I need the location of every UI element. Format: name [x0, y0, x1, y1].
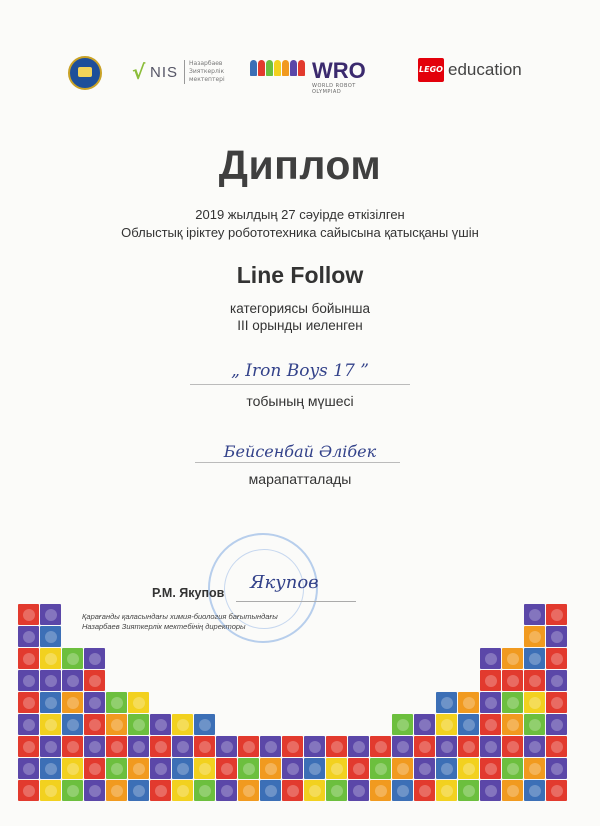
lego-brick [436, 758, 457, 779]
signer-name: Р.М. Якупов [152, 586, 225, 600]
lego-brick [62, 692, 83, 713]
signer-position-line1: Қарағанды қаласындағы химия-биология бағытындағы [82, 612, 278, 621]
category-caption: категориясы бойынша [230, 301, 370, 316]
lego-brick [480, 714, 501, 735]
lego-brick [40, 692, 61, 713]
lego-brick [128, 736, 149, 757]
lego-brick [546, 692, 567, 713]
wro-logo-subtitle: WORLD ROBOT OLYMPIAD [312, 83, 356, 95]
lego-brick [40, 670, 61, 691]
lego-brick [84, 780, 105, 801]
lego-brick [128, 692, 149, 713]
lego-brick [348, 736, 369, 757]
lego-brick [62, 714, 83, 735]
lego-brick [18, 758, 39, 779]
nis-logo-text: NIS [150, 64, 179, 81]
lego-brick [172, 736, 193, 757]
lego-brick [524, 714, 545, 735]
lego-brick [194, 758, 215, 779]
team-member-caption: тобының мүшесі [246, 393, 354, 409]
lego-brick [436, 736, 457, 757]
lego-brick [282, 736, 303, 757]
place-line: III орынды иеленген [237, 318, 363, 333]
lego-brick [106, 780, 127, 801]
lego-brick [458, 714, 479, 735]
lego-brick [414, 736, 435, 757]
lego-brick [480, 648, 501, 669]
lego-brick [414, 780, 435, 801]
lego-brick [392, 736, 413, 757]
lego-brick [260, 736, 281, 757]
lego-brick [128, 758, 149, 779]
lego-brick [546, 626, 567, 647]
lego-brick [502, 714, 523, 735]
lego-brick [18, 692, 39, 713]
lego-brick [106, 692, 127, 713]
lego-brick [172, 714, 193, 735]
lego-brick [40, 648, 61, 669]
lego-brick [304, 758, 325, 779]
lego-brick [480, 692, 501, 713]
logo-bar [0, 52, 600, 95]
lego-brick [370, 736, 391, 757]
lego-brick [238, 736, 259, 757]
lego-brick [480, 780, 501, 801]
lego-brick [150, 758, 171, 779]
lego-brick [304, 736, 325, 757]
lego-brick [84, 648, 105, 669]
lego-brick [128, 780, 149, 801]
lego-brick [524, 780, 545, 801]
event-name-line: Облыстық іріктеу робототехника сайысына қатысқаны үшін [121, 225, 479, 240]
lego-brick [194, 714, 215, 735]
team-name-handwritten: „ Iron Boys 17 ” [231, 361, 369, 381]
lego-brick [128, 714, 149, 735]
lego-brick [524, 758, 545, 779]
lego-brick [18, 670, 39, 691]
lego-brick [40, 714, 61, 735]
lego-brick [458, 780, 479, 801]
lego-brick [546, 670, 567, 691]
lego-brick [502, 692, 523, 713]
lego-brick [436, 714, 457, 735]
lego-brick [216, 758, 237, 779]
lego-brick [326, 780, 347, 801]
lego-brick [84, 736, 105, 757]
signer-position-line2: Назарбаев Зияткерлік мектебінің директоры [82, 622, 246, 631]
lego-brick [304, 780, 325, 801]
lego-brick [172, 780, 193, 801]
lego-brick [502, 780, 523, 801]
lego-brick [458, 736, 479, 757]
lego-brick [150, 780, 171, 801]
lego-brick [40, 626, 61, 647]
lego-brick [502, 758, 523, 779]
lego-brick [238, 780, 259, 801]
lego-brick [502, 648, 523, 669]
lego-brick [84, 670, 105, 691]
name-underline [195, 462, 400, 463]
lego-brick [546, 714, 567, 735]
lego-brick [480, 736, 501, 757]
lego-brick [40, 758, 61, 779]
lego-brick [150, 714, 171, 735]
lego-brick [106, 714, 127, 735]
lego-brick [546, 604, 567, 625]
lego-brick [348, 780, 369, 801]
lego-brick [524, 670, 545, 691]
lego-brick [62, 780, 83, 801]
lego-brick [194, 780, 215, 801]
wro-logo-text: WRO [312, 58, 366, 83]
lego-brick [62, 670, 83, 691]
lego-brick [282, 780, 303, 801]
lego-brick [524, 736, 545, 757]
lego-brick [458, 758, 479, 779]
nis-check-icon: √ [132, 60, 146, 84]
lego-brick [106, 736, 127, 757]
lego-brick [40, 604, 61, 625]
lego-brick [524, 604, 545, 625]
lego-brick [480, 758, 501, 779]
lego-brick [216, 736, 237, 757]
lego-brick [436, 780, 457, 801]
lego-brick [370, 780, 391, 801]
lego-brick [524, 648, 545, 669]
diploma-title: Диплом [218, 142, 382, 188]
lego-brick [414, 758, 435, 779]
lego-brick [436, 692, 457, 713]
lego-brick [106, 758, 127, 779]
lego-brick [84, 714, 105, 735]
lego-brick [18, 604, 39, 625]
lego-brick [392, 758, 413, 779]
lego-brick [18, 714, 39, 735]
lego-brick [40, 780, 61, 801]
lego-brick [458, 692, 479, 713]
event-date-line: 2019 жылдың 27 сәуірде өткізілген [195, 207, 405, 222]
lego-brick [18, 780, 39, 801]
recipient-name-handwritten: Бейсенбай Әлібек [223, 442, 377, 461]
lego-brick [260, 758, 281, 779]
lego-brick [62, 758, 83, 779]
lego-brick [260, 780, 281, 801]
ministry-seal-icon [68, 56, 102, 90]
lego-brick [546, 736, 567, 757]
wro-logo [250, 58, 378, 95]
lego-brick [40, 736, 61, 757]
nis-logo-subtitle: Назарбаев Зияткерлік мектептері [184, 60, 249, 84]
lego-brick [18, 648, 39, 669]
lego-brick [326, 736, 347, 757]
lego-brick [282, 758, 303, 779]
lego-logo-text: education [448, 60, 522, 79]
lego-brick [546, 648, 567, 669]
lego-brick [392, 714, 413, 735]
lego-brick [194, 736, 215, 757]
lego-brick [172, 758, 193, 779]
lego-brick [62, 648, 83, 669]
wro-people-icon [250, 60, 306, 78]
lego-brick [370, 758, 391, 779]
lego-brick [150, 736, 171, 757]
lego-brick [84, 758, 105, 779]
lego-brick [546, 780, 567, 801]
lego-brick [502, 736, 523, 757]
awarded-caption: марапатталады [248, 471, 352, 487]
lego-brick [18, 736, 39, 757]
lego-brick-border [18, 596, 576, 802]
lego-brick [524, 626, 545, 647]
lego-brick [18, 626, 39, 647]
lego-brick [348, 758, 369, 779]
lego-brick [62, 736, 83, 757]
lego-brick [392, 780, 413, 801]
lego-brick [480, 670, 501, 691]
team-underline [190, 384, 410, 385]
lego-brick [84, 692, 105, 713]
lego-brick [326, 758, 347, 779]
lego-brick [216, 780, 237, 801]
lego-logo-box: LEGO [418, 58, 444, 82]
lego-brick [502, 670, 523, 691]
lego-brick [414, 714, 435, 735]
lego-brick [546, 758, 567, 779]
signature-handwritten: Якупов [250, 572, 319, 593]
lego-brick [524, 692, 545, 713]
category-name: Line Follow [236, 262, 364, 288]
lego-brick [238, 758, 259, 779]
